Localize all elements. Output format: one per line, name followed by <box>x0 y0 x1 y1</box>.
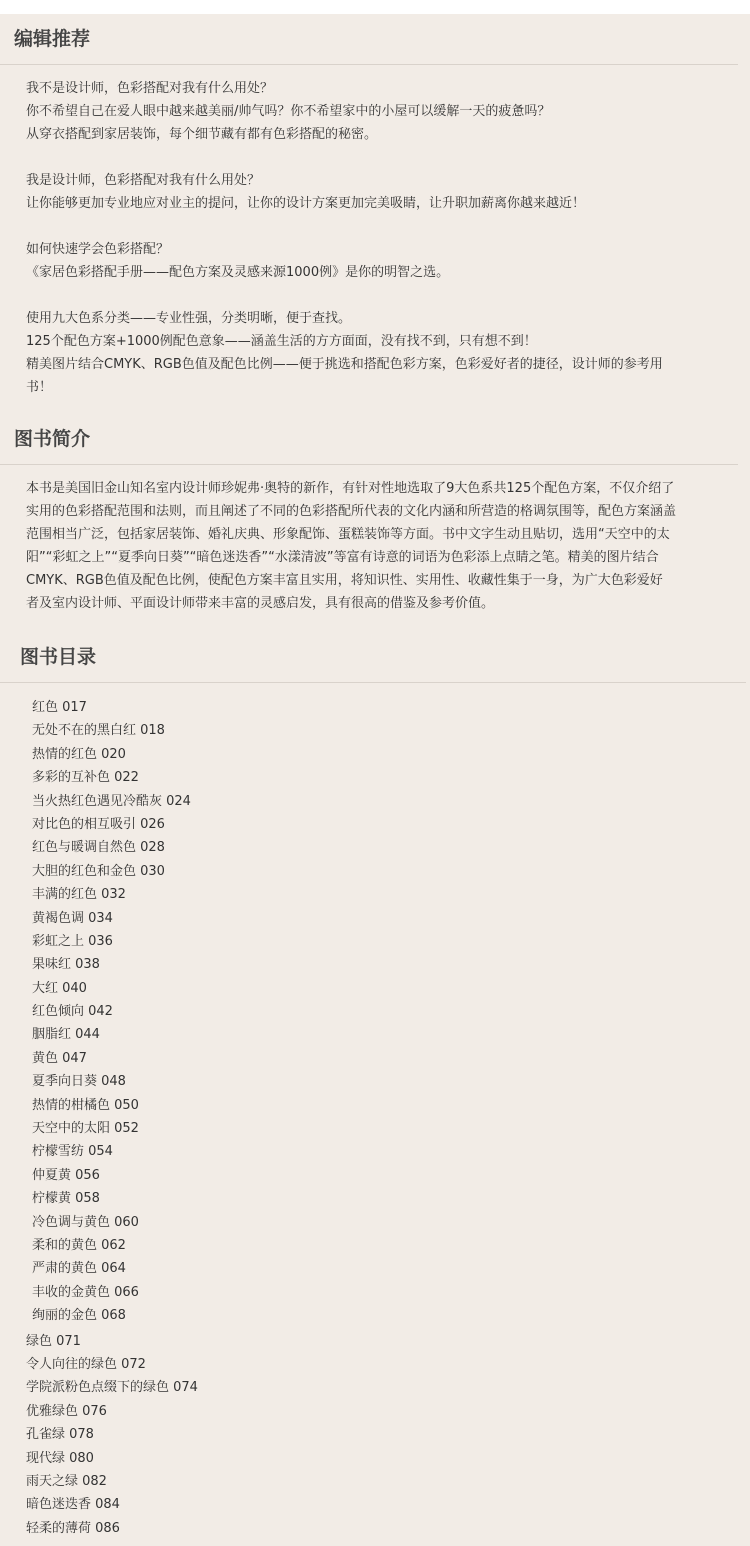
editor-text-line: 使用九大色系分类——专业性强，分类明晰，便于查找。 <box>26 311 352 326</box>
toc-item: 冷色调与黄色 060 <box>32 1214 139 1230</box>
toc-list-red-yellow <box>0 683 750 1328</box>
toc-item: 丰收的金黄色 066 <box>32 1284 139 1300</box>
top-strip <box>0 0 750 14</box>
toc-item: 大红 040 <box>32 980 87 996</box>
book-intro-title: 图书简介 <box>0 414 738 465</box>
toc-item: 柠檬黄 058 <box>32 1191 100 1207</box>
toc-item: 当火热红色遇见冷酷灰 024 <box>32 793 191 809</box>
toc-item: 热情的红色 020 <box>32 746 126 762</box>
toc-item: 多彩的互补色 022 <box>32 770 139 786</box>
toc-item: 红色与暖调自然色 028 <box>32 840 165 856</box>
toc-item: 胭脂红 044 <box>32 1027 100 1043</box>
paragraph-gap <box>0 215 750 238</box>
intro-text-line: 范围相当广泛，包括家居装饰、婚礼庆典、形象配饰、蛋糕装饰等方面。书中文字生动且贴切，选用“天空中的太 <box>26 527 670 542</box>
intro-section <box>0 414 750 615</box>
toc-item: 令人向往的绿色 072 <box>26 1356 146 1372</box>
editor-text-line: 从穿衣搭配到家居装饰，每个细节藏有都有色彩搭配的秘密。 <box>26 127 378 142</box>
editor-text-line: 《家居色彩搭配手册——配色方案及灵感来源1000例》是你的明智之选。 <box>26 265 450 280</box>
toc-item: 对比色的相互吸引 026 <box>32 816 165 832</box>
toc-item: 热情的柑橘色 050 <box>32 1097 139 1113</box>
toc-item: 优雅绿色 076 <box>26 1403 107 1419</box>
editor-text-line: 我是设计师，色彩搭配对我有什么用处？ <box>26 173 261 188</box>
editor-text-line: 精美图片结合CMYK、RGB色值及配色比例——便于挑选和搭配色彩方案，色彩爱好者的捷径，设计师的参考用 <box>26 357 663 372</box>
toc-item: 丰满的红色 032 <box>32 887 126 903</box>
toc-item: 雨天之绿 082 <box>26 1473 107 1489</box>
editor-section <box>0 14 750 399</box>
toc-item: 彩虹之上 036 <box>32 933 113 949</box>
toc-item: 果味红 038 <box>32 957 100 973</box>
editor-text-line: 125个配色方案+1000例配色意象——涵盖生活的方方面面，没有找不到，只有想不到！ <box>26 334 537 349</box>
toc-list-green <box>0 1328 750 1541</box>
intro-text-line: 实用的色彩搭配范围和法则，而且阐述了不同的色彩搭配所代表的文化内涵和所营造的格调氛围等，配色方案涵盖 <box>26 504 677 519</box>
book-toc-title: 图书目录 <box>0 632 746 683</box>
intro-text-line: 者及室内设计师、平面设计师带来丰富的灵感启发，具有很高的借鉴及参考价值。 <box>26 596 495 611</box>
toc-item: 轻柔的薄荷 086 <box>26 1520 120 1536</box>
intro-body <box>0 465 750 615</box>
editor-recommend-title: 编辑推荐 <box>0 14 738 65</box>
toc-item: 夏季向日葵 048 <box>32 1074 126 1090</box>
toc-item: 黄色 047 <box>32 1050 87 1066</box>
toc-item: 柔和的黄色 062 <box>32 1237 126 1253</box>
toc-item: 暗色迷迭香 084 <box>26 1497 120 1513</box>
toc-item: 红色倾向 042 <box>32 1004 113 1020</box>
intro-text-line: 本书是美国旧金山知名室内设计师珍妮弗·奥特的新作，有针对性地选取了9大色系共125个配色方案，不仅介绍了 <box>26 481 675 496</box>
toc-item: 现代绿 080 <box>26 1450 94 1466</box>
toc-item: 绚丽的金色 068 <box>32 1308 126 1324</box>
toc-item: 天空中的太阳 052 <box>32 1121 139 1137</box>
editor-text-line: 如何快速学会色彩搭配？ <box>26 242 170 257</box>
editor-body <box>0 65 750 399</box>
paragraph-gap <box>0 284 750 307</box>
toc-item: 仲夏黄 056 <box>32 1167 100 1183</box>
intro-text-line: 阳”“彩虹之上”“夏季向日葵”“暗色迷迭香”“水漾清波”等富有诗意的词语为色彩添上点睛之笔。精美的图片结合 <box>26 550 659 565</box>
toc-item: 红色 017 <box>32 700 87 715</box>
editor-text-line: 我不是设计师，色彩搭配对我有什么用处？ <box>26 81 274 96</box>
toc-item: 孔雀绿 078 <box>26 1427 94 1443</box>
toc-item: 严肃的黄色 064 <box>32 1261 126 1277</box>
toc-item: 柠檬雪纺 054 <box>32 1144 113 1160</box>
toc-section <box>0 632 750 1540</box>
toc-item: 大胆的红色和金色 030 <box>32 863 165 879</box>
toc-item: 学院派粉色点缀下的绿色 074 <box>26 1380 198 1396</box>
toc-item: 黄褐色调 034 <box>32 910 113 926</box>
editor-text-line: 你不希望自己在爱人眼中越来越美丽/帅气吗？你不希望家中的小屋可以缓解一天的疲惫吗？ <box>26 104 551 119</box>
intro-text-line: CMYK、RGB色值及配色比例，使配色方案丰富且实用，将知识性、实用性、收藏性集于一身，为广大色彩爱好 <box>26 573 663 588</box>
toc-item: 绿色 071 <box>26 1333 81 1349</box>
editor-text-line: 书！ <box>26 380 53 395</box>
paragraph-gap <box>0 146 750 169</box>
toc-item: 无处不在的黑白红 018 <box>32 723 165 739</box>
editor-text-line: 让你能够更加专业地应对业主的提问，让你的设计方案更加完美吸睛，让升职加薪离你越来越近！ <box>26 196 586 211</box>
